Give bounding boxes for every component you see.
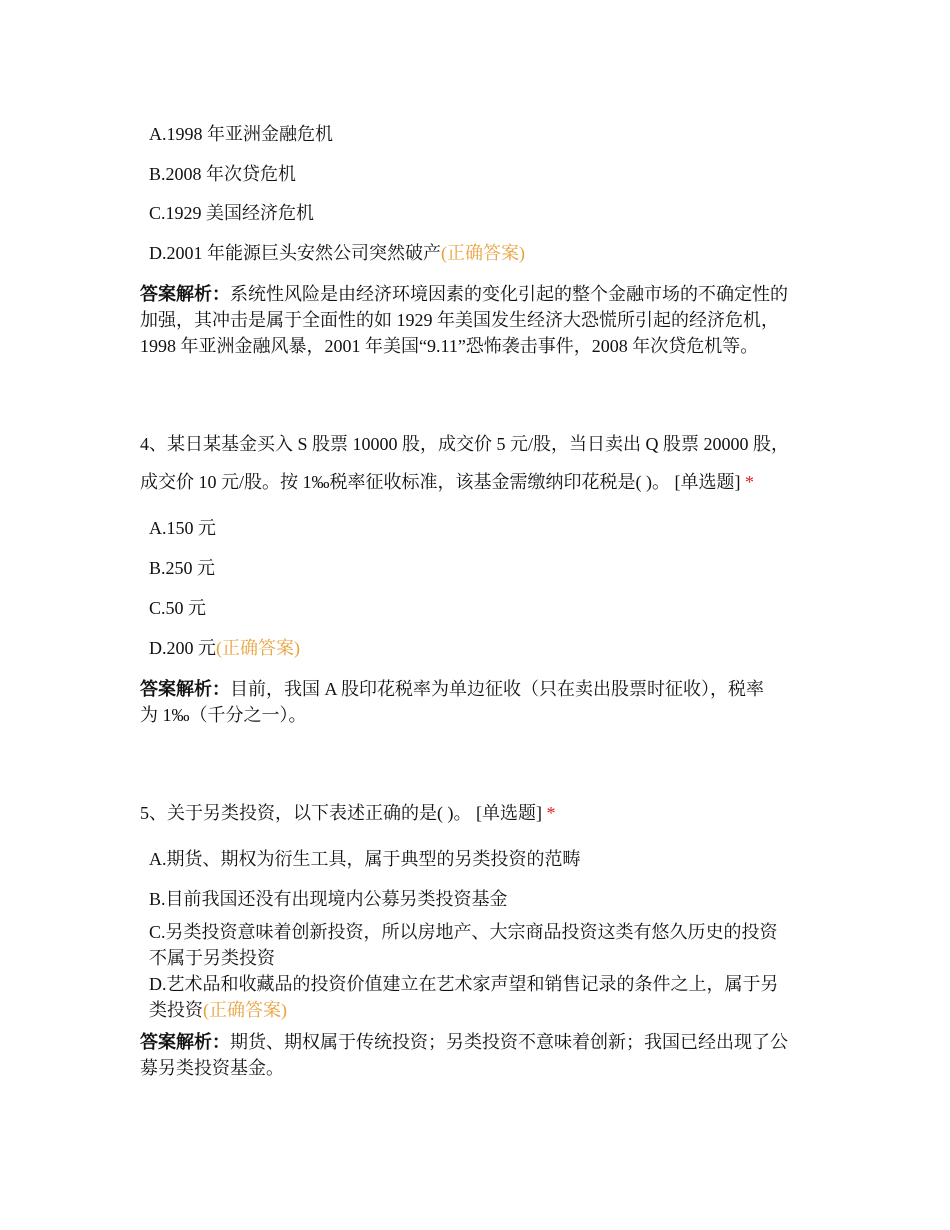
correct-answer-marker: (正确答案) [216,638,300,658]
q4-option-c [149,595,206,621]
option-text: A.150 元 [149,518,216,538]
option-text: B.目前我国还没有出现境内公募另类投资基金 [149,889,508,909]
explanation-text: 1998 年亚洲金融风暴，2001 年美国“9.11”恐怖袭击事件，2008 年次贷危机等。 [140,336,759,356]
option-text: D.艺术品和收藏品的投资价值建立在艺术家声望和销售记录的条件之上，属于另 [149,974,779,994]
explanation-text: 系统性风险是由经济环境因素的变化引起的整个金融市场的不确定性的 [230,284,788,304]
explanation-text: 募另类投资基金。 [140,1058,284,1078]
q4-option-b [149,555,215,581]
option-text: B.2008 年次贷危机 [149,164,297,184]
correct-answer-marker: (正确答案) [441,243,525,263]
q3-option-a [149,121,333,147]
q4-title-line2 [140,469,754,495]
option-text: 类投资 [149,1000,203,1020]
q5-option-c [149,919,778,971]
required-marker: * [546,803,556,823]
option-text: A.1998 年亚洲金融危机 [149,124,333,144]
explanation-label: 答案解析： [140,284,230,304]
q5-explanation [140,1029,820,1081]
q4-option-a [149,515,216,541]
correct-answer-marker: (正确答案) [203,1000,287,1020]
q3-explanation [140,281,820,359]
q3-option-b [149,161,296,187]
explanation-text: 加强，其冲击是属于全面性的如 1929 年美国发生经济大恐慌所引起的经济危机， [140,310,779,330]
q4-title-line1: 4、某日某基金买入 S 股票 10000 股，成交价 5 元/股，当日卖出 Q 股票 20000 股， [140,434,790,454]
question-text: 5、关于另类投资，以下表述正确的是( )。 [单选题] [140,803,542,823]
option-text: C.另类投资意味着创新投资，所以房地产、大宗商品投资这类有悠久历史的投资 [149,922,778,942]
option-text: D.200 元 [149,638,216,658]
q4-explanation [140,676,820,728]
q5-option-a [149,846,581,872]
q4-option-d [149,635,300,661]
required-marker: * [744,472,754,492]
option-text: C.50 元 [149,598,207,618]
option-text: 不属于另类投资 [149,948,275,968]
option-text: C.1929 美国经济危机 [149,203,315,223]
q5-option-d [149,971,779,1023]
q3-option-c [149,200,314,226]
option-text: D.2001 年能源巨头安然公司突然破产 [149,243,441,263]
q5-title [140,800,555,826]
option-text: B.250 元 [149,558,216,578]
explanation-text: 目前，我国 A 股印花税率为单边征收（只在卖出股票时征收），税率 [230,679,765,699]
explanation-label: 答案解析： [140,1032,230,1052]
option-text: A.期货、期权为衍生工具，属于典型的另类投资的范畴 [149,849,581,869]
q3-option-d [149,240,525,266]
explanation-label: 答案解析： [140,679,230,699]
question-text: 成交价 10 元/股。按 1‰税率征收标准，该基金需缴纳印花税是( )。 [单选题] [140,472,741,492]
explanation-text: 为 1‰（千分之一）。 [140,705,307,725]
explanation-text: 期货、期权属于传统投资；另类投资不意味着创新；我国已经出现了公 [230,1032,788,1052]
q5-option-b [149,886,508,912]
